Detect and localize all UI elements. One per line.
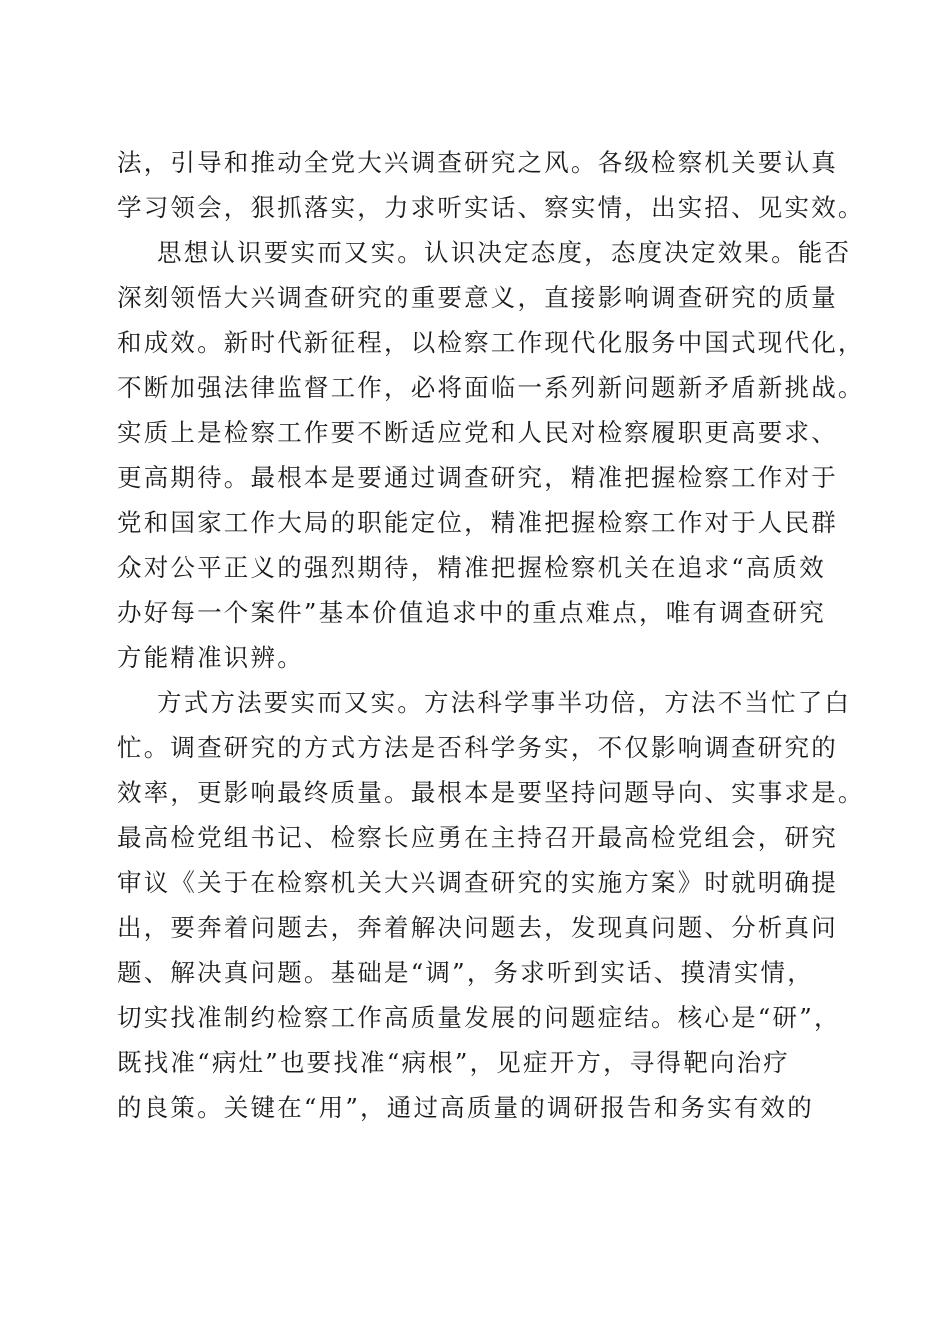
text-line: 的良策。关键在“用”，通过高质量的调研报告和务实有效的 — [117, 1093, 814, 1122]
text-line: 实质上是检察工作要不断适应党和人民对检察履职更高要求、 — [117, 418, 838, 447]
text-line: 办好每一个案件”基本价值追求中的重点难点，唯有调查研究 — [117, 598, 826, 627]
text-line: 切实找准制约检察工作高质量发展的问题症结。核心是“研”， — [117, 1003, 841, 1032]
text-line: 众对公平正义的强烈期待，精准把握检察机关在追求“高质效 — [117, 553, 826, 582]
text-line: 最高检党组书记、检察长应勇在主持召开最高检党组会，研究 — [117, 823, 838, 852]
paragraph-start-line: 方式方法要实而又实。方法科学事半功倍，方法不当忙了白 — [157, 688, 852, 717]
text-line: 既找准“病灶”也要找准“病根”，见症开方，寻得靶向治疗 — [117, 1048, 790, 1077]
body-text — [117, 140, 865, 1130]
text-line: 更高期待。最根本是要通过调查研究，精准把握检察工作对于 — [117, 463, 838, 492]
text-line: 忙。调查研究的方式方法是否科学务实，不仅影响调查研究的 — [117, 733, 838, 762]
text-line: 深刻领悟大兴调查研究的重要意义，直接影响调查研究的质量 — [117, 283, 838, 312]
text-line: 审议《关于在检察机关大兴调查研究的实施方案》时就明确提 — [117, 868, 838, 897]
text-line: 出，要奔着问题去，奔着解决问题去，发现真问题、分析真问 — [117, 913, 838, 942]
text-line: 和成效。新时代新征程，以检察工作现代化服务中国式现代化， — [117, 328, 865, 357]
text-line: 方能精准识辨。 — [117, 643, 304, 672]
text-line: 党和国家工作大局的职能定位，精准把握检察工作对于人民群 — [117, 508, 838, 537]
text-line: 学习领会，狠抓落实，力求听实话、察实情，出实招、见实效。 — [117, 193, 865, 222]
paragraph-start-line: 思想认识要实而又实。认识决定态度，态度决定效果。能否 — [157, 238, 852, 267]
text-line: 题、解决真问题。基础是“调”，务求听到实话、摸清实情， — [117, 958, 814, 987]
text-line: 效率，更影响最终质量。最根本是要坚持问题导向、实事求是。 — [117, 778, 865, 807]
text-line: 不断加强法律监督工作，必将面临一系列新问题新矛盾新挑战。 — [117, 373, 865, 402]
text-line: 法，引导和推动全党大兴调查研究之风。各级检察机关要认真 — [117, 148, 838, 177]
